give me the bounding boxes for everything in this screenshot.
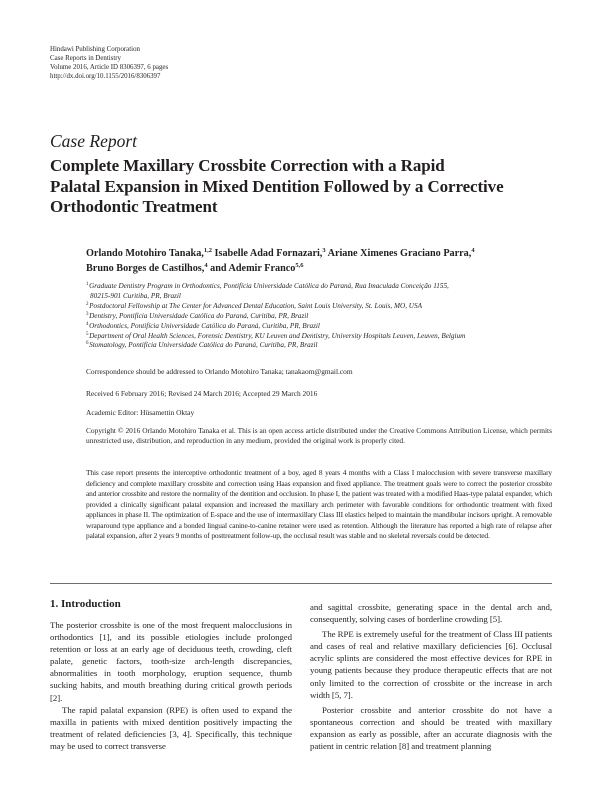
affiliation-number: 5 (86, 331, 89, 337)
author-list (86, 246, 566, 276)
title-line: Orthodontic Treatment (50, 197, 218, 216)
affiliation-list (86, 282, 566, 351)
affiliation-item (86, 312, 566, 322)
affiliation-text: 80215-901 Curitiba, PR, Brazil (90, 291, 181, 300)
affiliation-number: 3 (86, 311, 89, 317)
author-affil-sup: 4 (204, 262, 208, 269)
section-divider (50, 583, 552, 584)
body-paragraph: and sagittal crossbite, generating space in the dental arch and, consequently, solving cases of borderline crowding [5]. (310, 602, 552, 625)
article-title (50, 156, 570, 218)
author-name: Bruno Borges de Castilhos, (86, 263, 205, 274)
affiliation-text: Postdoctoral Fellowship at The Center for Advanced Dental Education, Saint Louis University, St. Louis, MO, USA (89, 301, 422, 310)
body-paragraph: The rapid palatal expansion (RPE) is often used to expand the maxilla in patients with mixed dentition positively impacting the treatment of related deficiencies [3, 4]. Specifically, this technique may be used to correct transverse (50, 704, 292, 751)
title-line: Complete Maxillary Crossbite Correction with a Rapid (50, 156, 445, 175)
affiliation-number: 4 (86, 321, 89, 327)
affiliation-item-continued (86, 292, 566, 302)
author-name: Isabelle Adad Fornazari, (211, 248, 323, 259)
publication-dates: Received 6 February 2016; Revised 24 March 2016; Accepted 29 March 2016 (86, 389, 318, 398)
title-line: Palatal Expansion in Mixed Dentition Followed by a Corrective (50, 176, 504, 196)
article-type: Case Report (50, 131, 138, 151)
body-paragraph: Posterior crossbite and anterior crossbite do not have a spontaneous correction and should be treated with maxillary expansion as early as possible, after an accurate diagnosis with the patient in centric relation [8] and treatment planning (310, 704, 552, 752)
affiliation-text: Stomatology, Pontifícia Universidade Católica do Paraná, Curitiba, PR, Brazil (89, 341, 318, 350)
affiliation-number: 6 (86, 341, 89, 347)
body-column-left (50, 619, 292, 752)
affiliation-text: Orthodontics, Pontifícia Universidade Católica do Paraná, Curitiba, PR, Brazil (89, 321, 320, 330)
affiliation-text: Dentistry, Pontifícia Universidade Católica do Paraná, Curitiba, PR, Brazil (89, 311, 309, 320)
affiliation-number: 2 (86, 301, 89, 307)
academic-editor: Academic Editor: Hüsamettin Oktay (86, 408, 195, 417)
author-name: Ariane Ximenes Graciano Parra, (325, 248, 472, 259)
author-name: Orlando Motohiro Tanaka, (86, 248, 204, 259)
doi-link[interactable]: http://dx.doi.org/10.1155/2016/8306397 (50, 72, 161, 80)
author-affil-sup: 4 (471, 247, 475, 254)
journal-header (50, 46, 168, 82)
body-paragraph: The posterior crossbite is one of the most frequent malocclusions in orthodontics [1], and its possible etiologies include prolonged retention or loss at an early age of deciduous teeth, crowding, cleft palate, genetic factors, tooth-size arch-length discrepancies, abnormalities in tooth morphology, eruption sequence, thumb sucking habits, and mouth breathing during critical growth periods [2]. (50, 620, 292, 703)
section-heading: 1. Introduction (50, 598, 121, 610)
affiliation-item (86, 282, 566, 292)
copyright-notice: Copyright © 2016 Orlando Motohiro Tanaka et al. This is an open access article distributed under the Creative Commons Attribution License, which permits unrestricted use, distribution, and reproduction in any medium, provided the original work is properly cited. (86, 426, 552, 446)
volume-line: Volume 2016, Article ID 8306397, 6 pages (50, 63, 169, 71)
publisher-line: Hindawi Publishing Corporation (50, 46, 140, 53)
author-line (86, 246, 566, 261)
abstract-text: This case report presents the interceptive orthodontic treatment of a boy, aged 8 years 4 months with a Class I malocclusion with severe transverse maxillary deficiency and complete maxillary crossbite and correction using Haas expansion and fixed appliance. The treatment goals were to correct the posterior crossbite and anterior crossbite and restore the normality of the dentition and occlusion. In phase I, the patient was treated with a modified Haas-type palatal expander, which provided a clinically significant palatal expansion and increased the maxillary arch perimeter with favorable conditions for orthodontic treatment with fixed appliances in phase II. The optimization of E-space and the use of intermaxillary Class III elastics helped to maintain the mandibular incisors upright. A removable wraparound type appliance and a bonded lingual canine-to-canine retainer were used as retention. Although the literature has reported a high rate of relapse after palatal expansion, after 2 years 9 months of posttreatment follow-up, the occlusal result was stable and no skeletal reversals could be detected. (86, 468, 552, 540)
correspondence-note: Correspondence should be addressed to Orlando Motohiro Tanaka; tanakaom@gmail.com (86, 367, 353, 376)
author-affil-sup: 3 (322, 247, 326, 254)
affiliation-text: Graduate Dentistry Program in Orthodontics, Pontifícia Universidade Católica do Paraná, Rua Imaculada Conceição 1155, (89, 282, 449, 290)
author-affil-sup: 5,6 (295, 262, 304, 269)
body-column-right (310, 601, 552, 752)
affiliation-text: Department of Oral Health Sciences, Forensic Dentistry, KU Leuven and Dentistry, University Hospitals Leuven, Leuven, Belgium (89, 331, 466, 340)
journal-name: Case Reports in Dentistry (50, 54, 122, 62)
affiliation-item (86, 322, 566, 332)
body-paragraph: The RPE is extremely useful for the treatment of Class III patients and cases of real and relative maxillary deficiencies [6]. Occlusal acrylic splints are considered the most effective devices for RPE in young patients because they produce therapeutic effects that are not only limited to the correction of crossbite or the increase in arch width [5, 7]. (310, 629, 552, 700)
affiliation-item (86, 302, 566, 312)
author-name: and Ademir Franco (207, 263, 296, 274)
author-line (86, 261, 566, 276)
affiliation-number: 1 (86, 282, 89, 287)
affiliation-item (86, 332, 566, 342)
author-affil-sup: 1,2 (203, 247, 212, 254)
affiliation-item (86, 341, 566, 351)
